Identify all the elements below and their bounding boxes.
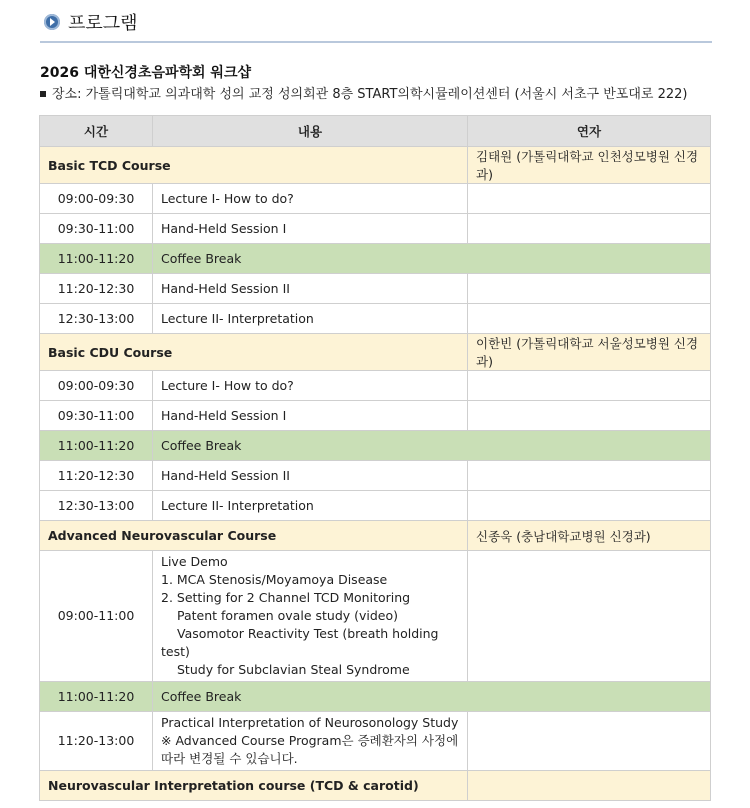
content-cell: Hand-Held Session I: [153, 401, 468, 431]
practical-line: 따라 변경될 수 있습니다.: [161, 751, 298, 766]
speaker-cell: [468, 214, 711, 244]
practical-line: ※ Advanced Course Program은 증례환자의 사정에: [161, 733, 459, 748]
time-cell: 11:20-13:00: [40, 712, 153, 771]
header-speaker: 연자: [468, 116, 711, 147]
time-cell: 09:00-09:30: [40, 184, 153, 214]
time-cell: 09:00-09:30: [40, 371, 153, 401]
demo-line: Patent foramen ovale study (video): [177, 608, 399, 623]
content-cell: Lecture I- How to do?: [153, 184, 468, 214]
table-row: [40, 401, 711, 431]
course-row-cdu: [40, 334, 711, 371]
break-row: [40, 244, 711, 274]
speaker-cell: [468, 461, 711, 491]
speaker-cell: [468, 304, 711, 334]
content-cell: Lecture II- Interpretation: [153, 491, 468, 521]
header-time: 시간: [40, 116, 153, 147]
content-cell: Coffee Break: [153, 431, 711, 461]
demo-line: Vasomotor Reactivity Test (breath holding: [177, 626, 439, 641]
course-row-interpretation: [40, 771, 711, 801]
course-row-advanced: [40, 521, 711, 551]
speaker-cell: [468, 184, 711, 214]
content-cell: Hand-Held Session II: [153, 274, 468, 304]
page-title: 프로그램: [68, 13, 138, 34]
event-location: [40, 83, 688, 102]
table-row: [40, 304, 711, 334]
speaker-cell: [468, 551, 711, 682]
speaker-cell: [468, 401, 711, 431]
time-cell: 11:00-11:20: [40, 431, 153, 461]
content-cell: Hand-Held Session II: [153, 461, 468, 491]
table-row: [40, 371, 711, 401]
course-name: Advanced Neurovascular Course: [40, 521, 468, 551]
demo-line: Study for Subclavian Steal Syndrome: [177, 662, 410, 677]
bullet-icon: [44, 14, 60, 30]
speaker-cell: [468, 712, 711, 771]
time-cell: 09:30-11:00: [40, 401, 153, 431]
time-cell: 12:30-13:00: [40, 304, 153, 334]
demo-line: 2. Setting for 2 Channel TCD Monitoring: [161, 590, 411, 605]
time-cell: 11:20-12:30: [40, 461, 153, 491]
content-cell: [153, 712, 468, 771]
table-header-row: [40, 116, 711, 147]
speaker-cell: [468, 371, 711, 401]
table-row: [40, 274, 711, 304]
break-row: [40, 431, 711, 461]
course-speaker: 김태원 (가톨릭대학교 인천성모병원 신경과): [468, 147, 711, 184]
course-row-tcd: [40, 147, 711, 184]
program-table: [39, 115, 711, 801]
live-demo-row: [40, 551, 711, 682]
square-bullet-icon: [40, 91, 46, 97]
speaker-cell: [468, 491, 711, 521]
page-header: [40, 8, 712, 43]
table-row: [40, 214, 711, 244]
course-speaker: 이한빈 (가톨릭대학교 서울성모병원 신경과): [468, 334, 711, 371]
course-name: Basic CDU Course: [40, 334, 468, 371]
break-row: [40, 682, 711, 712]
content-cell: Coffee Break: [153, 682, 711, 712]
content-cell: Lecture I- How to do?: [153, 371, 468, 401]
practical-line: Practical Interpretation of Neurosonology Study: [161, 715, 459, 730]
time-cell: 11:20-12:30: [40, 274, 153, 304]
course-speaker: [468, 771, 711, 801]
time-cell: 12:30-13:00: [40, 491, 153, 521]
course-name: Neurovascular Interpretation course (TCD & carotid): [40, 771, 468, 801]
table-row: [40, 461, 711, 491]
header-content: 내용: [153, 116, 468, 147]
time-cell: 11:00-11:20: [40, 244, 153, 274]
demo-line: 1. MCA Stenosis/Moyamoya Disease: [161, 572, 388, 587]
content-cell: Coffee Break: [153, 244, 711, 274]
practical-row: [40, 712, 711, 771]
time-cell: 09:00-11:00: [40, 551, 153, 682]
event-title: 2026 대한신경초음파학회 워크샵: [40, 65, 252, 81]
course-speaker: 신종욱 (충남대학교병원 신경과): [468, 521, 711, 551]
content-cell: [153, 551, 468, 682]
table-row: [40, 491, 711, 521]
demo-line: test): [161, 644, 190, 659]
time-cell: 11:00-11:20: [40, 682, 153, 712]
content-cell: Hand-Held Session I: [153, 214, 468, 244]
speaker-cell: [468, 274, 711, 304]
content-cell: Lecture II- Interpretation: [153, 304, 468, 334]
course-name: Basic TCD Course: [40, 147, 468, 184]
demo-line: Live Demo: [161, 554, 228, 569]
time-cell: 09:30-11:00: [40, 214, 153, 244]
location-text: 장소: 가톨릭대학교 의과대학 성의 교정 성의회관 8층 START의학시뮬레이션센터 (서울시 서초구 반포대로 222): [52, 87, 688, 102]
table-row: [40, 184, 711, 214]
